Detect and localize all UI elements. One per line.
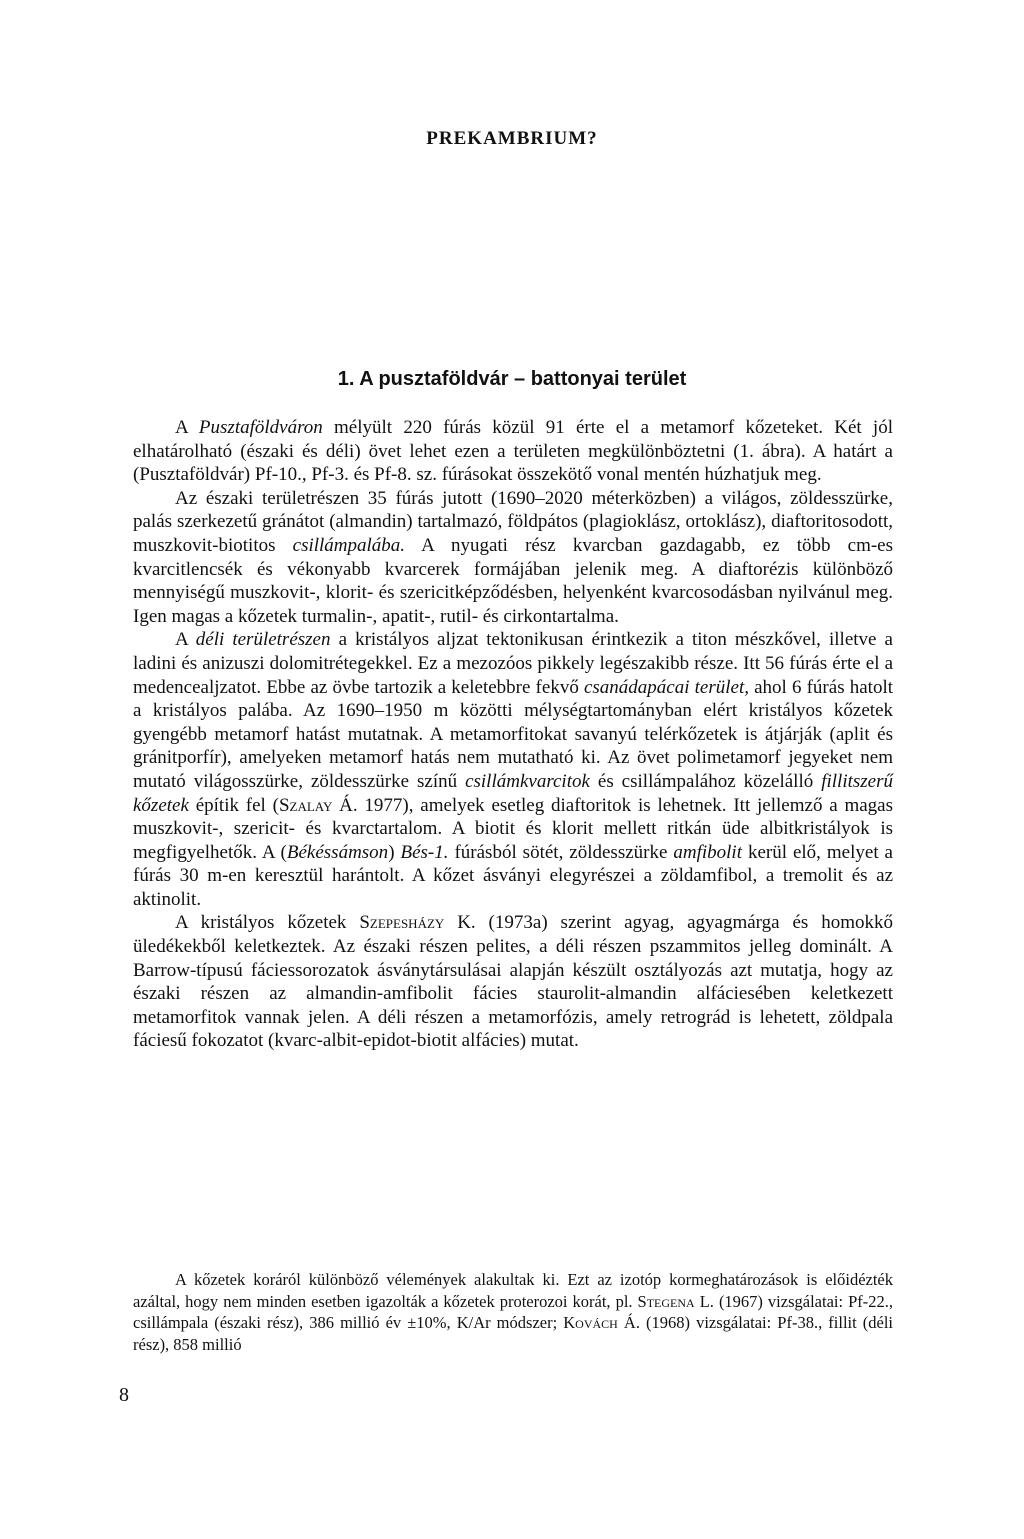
text-run: kerül elő, melyet a fúrás 30 m-en keresztül harántolt. A kőzet ásványi elegyrészei a zöldamfibol, a tremolit és az aktinolit. (133, 841, 893, 910)
text-run: a kristályos aljzat tektonikusan érintkezik a titon mészkővel, illetve a ladini és anizuszi dolomitrétegekkel. Ez a mezozóos pikkely legészakibb része. Itt 56 fúrás érte el a medencealjzatot. Ebbe az övbe tartozik a keletebbre fekvő (133, 629, 893, 698)
text-run: csillámkvarcitok (465, 770, 590, 792)
text-run: A nyugati rész kvarcban gazdagabb, ez több cm-es kvarcitlencsék és vékonyabb kvarcerek formájában jelenik meg. A diaftorézis különböző mennyiségű muszkovit-, klorit- és szericitképződésben, helyenként kvarcosodásban nyilvánul meg. Igen magas a kőzetek turmalin-, apatit-, rutil- és cirkontartalma. (133, 534, 893, 627)
text-run: K. (1973a) szerint agyag, agyagmárga és homokkő üledékekből keletkeztek. Az északi részen pelites, a déli részen pszammitos jelleg dominált. A Barrow-típusú fáciessorozatok ásványtársulásai alapján készült osztályozás azt mutatja, hogy az északi részen az almandin-amfibolit fácies staurolit-almandin alfáciesében keletkezett metamorfitok vannak jelen. A déli részen a metamorfózis, amely retrográd is lehetett, zöldpala fáciesű fokozatot (kvarc-albit-epidot-biotit alfácies) mutat. (133, 912, 893, 1052)
text-run: Szalay (278, 794, 333, 816)
footnote (133, 1269, 893, 1355)
running-head: PREKAMBRIUM? (426, 128, 598, 149)
text-run: amfibolit (673, 841, 742, 863)
text-run: Á. 1977), amelyek esetleg diaftoritok is lehetnek. Itt jellemző a magas muszkovit-, szericit- és kvarctartalom. A biotit és klorit mellett ritkán üde albitkristályok is megfigyelhetők. A ( (133, 794, 893, 863)
paragraph (133, 628, 893, 911)
text-run: A (175, 629, 196, 651)
text-run: A kristályos kőzetek (175, 912, 360, 934)
text-run: Pusztaföldváron (198, 417, 323, 438)
text-run: Bés-1. (400, 841, 449, 863)
paragraph (133, 416, 893, 487)
text-run: A (175, 417, 199, 438)
text-run: csillámpalába. (292, 534, 406, 556)
text-run: Kovách (563, 1313, 618, 1332)
section-title: 1. A pusztaföldvár – battonyai terület (337, 368, 687, 390)
text-run: Szepesházy (359, 912, 445, 934)
text-run: ahol 6 fúrás hatolt a kristályos palába. Az 1690–1950 m közötti mélységtartományban elért kristályos kőzetek gyengébb metamorf hatást mutatnak. A metamorfitokat savanyú telérkőzetek is átjárják (aplit és gránitporfír), amelyeken metamorf hatás nem mutatható ki. Az övet polimetamorf jegyeket nem mutató világosszürke, zöldesszürke színű (133, 676, 893, 792)
text-run: A kőzetek koráról különböző vélemények alakultak ki. Ezt az izotóp kormeghatározások is előidézték azáltal, hogy nem minden esetben igazolták a kőzetek proterozoi korát, pl. (133, 1270, 893, 1311)
text-run: Békéssámson (286, 841, 389, 863)
text-run: ) (388, 841, 401, 863)
text-run: és csillámpalához közelálló (589, 770, 822, 792)
footnote-paragraph (133, 1269, 893, 1355)
text-run: mélyült 220 fúrás közül 91 érte el a metamorf kőzeteket. Két jól elhatárolható (északi és déli) övet lehet ezen a területen megkülönböztetni (1. ábra). A határt a (Pusztaföldvár) Pf-10., Pf-3. és Pf-8. sz. fúrásokat összekötő vonal mentén húzhatjuk meg. (133, 417, 893, 486)
text-run: Stegena (637, 1291, 695, 1311)
text-run: csanádapácai terület, (583, 676, 749, 698)
text-run: építik fel ( (188, 794, 279, 816)
text-run: déli területrészen (195, 629, 331, 651)
paragraph (133, 911, 893, 1053)
page-number: 8 (119, 1384, 129, 1406)
paragraph (133, 487, 893, 629)
text-run: fillitszerű kőzetek (133, 770, 893, 816)
text-run: Az északi területrészen 35 fúrás jutott (1690–2020 méterközben) a világos, zöldesszürke, palás szerkezetű gránátot (almandin) tartalmazó, földpátos (plagioklász, ortoklász), diaftoritosodott, muszkovit-biotitos (133, 487, 893, 556)
text-run: Á. (1968) vizsgálatai: Pf-38., fillit (déli rész), 858 millió (133, 1313, 894, 1354)
text-run: L. (1967) vizsgálatai: Pf-22., csillámpala (északi rész), 386 millió év ±10%, K/Ar módszer; (133, 1291, 893, 1332)
text-run: fúrásból sötét, zöldesszürke (448, 841, 674, 863)
body-text (133, 416, 893, 1053)
